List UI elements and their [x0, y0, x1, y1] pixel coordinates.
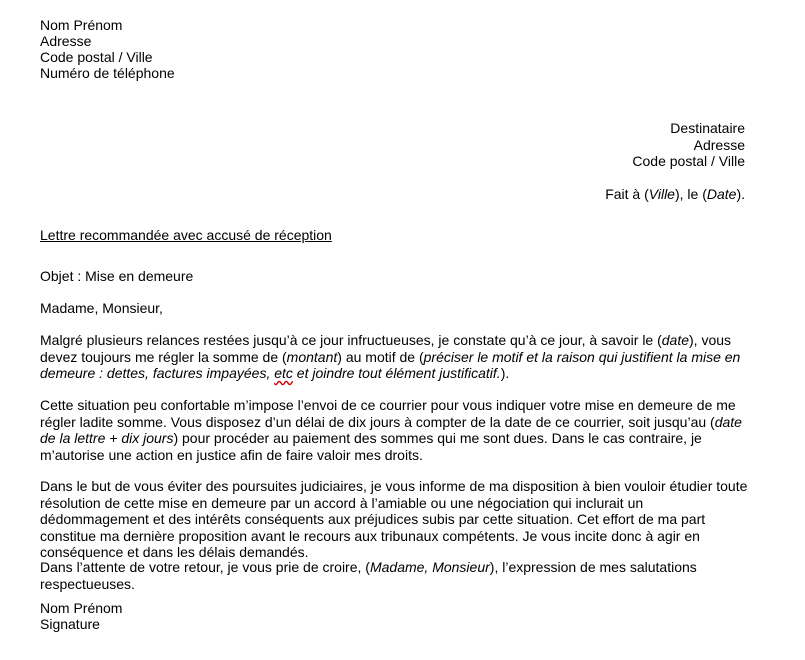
paragraph-4 — [40, 559, 755, 592]
paragraph-3 — [40, 478, 755, 561]
p1-text-i: ). — [500, 365, 510, 381]
date-line-prefix: Fait à ( — [605, 186, 649, 202]
paragraph-2 — [40, 397, 755, 463]
p4-text-c: ), l’expression de mes salutations respectueuses. — [40, 559, 697, 592]
p2-text-c: ) pour procéder au paiement des sommes qui me sont dues. Dans le cas contraire, je m’autorise une action en justice afin de faire valoir mes droits. — [40, 430, 702, 463]
p4-honorific: Madame, Monsieur — [369, 559, 490, 575]
p1-amount: montant — [286, 348, 338, 365]
p1-reason: préciser le motif et la raison qui justifient la mise en demeure : dettes, factures impayées, — [40, 348, 741, 381]
p4-text-a: Dans l’attente de votre retour, je vous prie de croire, ( — [40, 559, 370, 575]
registered-mail-text: Lettre recommandée avec accusé de réception — [40, 227, 332, 243]
date-line — [605, 186, 745, 203]
sender-name: Nom Prénom — [40, 17, 123, 33]
date-line-city: Ville — [648, 186, 675, 202]
p1-text-a: Malgré plusieurs relances restées jusqu’à ce jour infructueuses, je constate qu’à ce jour, à savoir le ( — [40, 332, 662, 348]
p1-text-e: ) au motif de ( — [337, 348, 424, 365]
paragraph-1 — [40, 332, 755, 382]
p1-etc: etc — [274, 365, 293, 381]
subject-line: Objet : Mise en demeure — [40, 268, 194, 284]
p2-deadline: date de la lettre + dix jours — [40, 413, 742, 446]
date-line-date: Date — [706, 186, 737, 202]
salutation: Madame, Monsieur, — [40, 300, 163, 316]
p3-text: Dans le but de vous éviter des poursuites judiciaires, je vous informe de ma disposition à bien vouloir étudier toute résolution de cette mise en demeure par un accord à l’amiable ou une négociation qui inclurait un dédommagement et des intérêts conséquents aux préjudices subis par cette situation. Cet effort de ma part constitue ma dernière proposition avant le recours aux tribunaux compétents. Je vous incite donc à agir en conséquence et dans les délais demandés. — [40, 478, 748, 560]
closing-signature: Signature — [40, 616, 100, 632]
sender-address: Adresse — [40, 33, 92, 49]
date-line-middle: ), le ( — [674, 186, 707, 202]
registered-mail-notice — [40, 227, 332, 243]
recipient-address: Adresse — [693, 137, 745, 153]
p1-text-c: ), vous devez toujours me régler la somme de ( — [40, 332, 732, 365]
recipient-postal-city: Code postal / Ville — [632, 153, 745, 169]
p1-attachments: et joindre tout élément justificatif. — [292, 365, 501, 381]
sender-phone: Numéro de téléphone — [40, 65, 175, 81]
p1-date: date — [661, 332, 690, 348]
sender-postal-city: Code postal / Ville — [40, 49, 153, 65]
closing-name: Nom Prénom — [40, 600, 123, 616]
date-line-suffix: ). — [736, 186, 745, 202]
recipient-label: Destinataire — [670, 120, 745, 136]
p2-text-a: Cette situation peu confortable m’impose l’envoi de ce courrier pour vous indiquer votre mise en demeure de me régler ladite somme. Vous disposez d’un délai de dix jours à compter de la date de ce courrier, soit jusqu’au ( — [40, 397, 736, 430]
